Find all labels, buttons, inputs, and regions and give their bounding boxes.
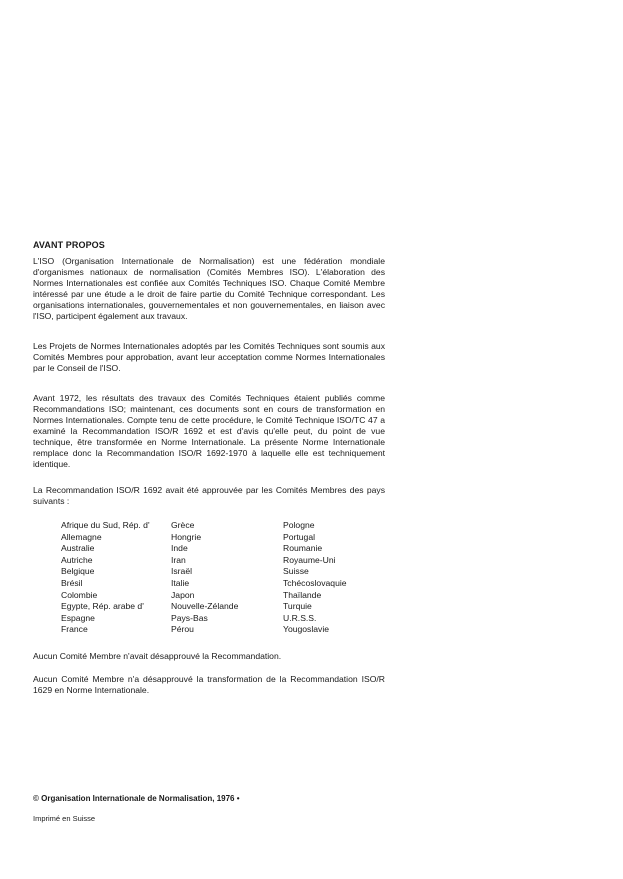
paragraph-draft-standards: Les Projets de Normes Internationales adoptés par les Comités Techniques sont soumis aux Comités Membres pour approbation, avant leur acceptation comme Normes Internationales par le Conseil de l'ISO.: [33, 341, 385, 373]
country-item: Australie: [61, 543, 95, 554]
printed-in-note: Imprimé en Suisse: [33, 814, 96, 823]
country-item: Afrique du Sud, Rép. d': [61, 520, 150, 530]
country-column-2: [171, 520, 238, 636]
country-item: Autriche: [61, 554, 93, 565]
country-item: Egypte, Rép. arabe d': [61, 601, 144, 612]
country-item: Royaume-Uni: [283, 554, 336, 565]
country-item: Pérou: [171, 624, 194, 635]
country-item: Pologne: [283, 520, 315, 530]
country-item: Inde: [171, 543, 188, 554]
paragraph-history: Avant 1972, les résultats des travaux des Comités Techniques étaient publiés comme Recommandations ISO; maintenant, ces documents sont en cours de transformation en Normes Internationales. Compte tenu de cette procédure, le Comité Technique ISO/TC 47 a examiné la Recommandation ISO/R 1692 et est d'avis qu'elle peut, du point de vue technique, être transformée en Norme Internationale. La présente Norme Internationale remplace donc la Recommandation ISO/R 1692-1970 à laquelle elle est techniquement identique.: [33, 393, 385, 469]
country-item: Brésil: [61, 577, 83, 588]
country-item: Portugal: [283, 531, 316, 542]
country-item: Israël: [171, 566, 193, 577]
country-item: Grèce: [171, 520, 195, 530]
country-item: Espagne: [61, 612, 95, 623]
country-item: Pays-Bas: [171, 612, 208, 623]
country-column-3: [283, 520, 347, 636]
country-item: Tchécoslovaquie: [283, 577, 347, 588]
country-item: Roumanie: [283, 543, 323, 554]
country-item: U.R.S.S.: [283, 612, 317, 623]
country-item: Iran: [171, 554, 186, 565]
copyright-notice: © Organisation Internationale de Normalisation, 1976 •: [33, 794, 240, 803]
country-item: Turquie: [283, 601, 312, 612]
paragraph-iso-intro: L'ISO (Organisation Internationale de Normalisation) est une fédération mondiale d'organismes nationaux de normalisation (Comités Membres ISO). L'élaboration des Normes Internationales est confiée aux Comités Techniques ISO. Chaque Comité Membre intéressé par une étude a le droit de faire partie du Comité Technique correspondant. Les organisations internationales, gouvernementales et non gouvernementales, en liaison avec l'ISO, participent également aux travaux.: [33, 256, 385, 321]
country-item: Suisse: [283, 566, 309, 577]
country-item: Hongrie: [171, 531, 202, 542]
paragraph-no-disapproval: Aucun Comité Membre n'avait désapprouvé la Recommandation.: [33, 651, 282, 661]
country-item: France: [61, 624, 88, 635]
country-item: Japon: [171, 589, 195, 600]
paragraph-approval-intro: La Recommandation ISO/R 1692 avait été approuvée par les Comités Membres des pays suivants :: [33, 485, 385, 506]
country-item: Colombie: [61, 589, 98, 600]
country-item: Thaïlande: [283, 589, 322, 600]
section-heading: AVANT PROPOS: [33, 240, 105, 250]
country-item: Italie: [171, 577, 190, 588]
country-item: Belgique: [61, 566, 95, 577]
country-item: Allemagne: [61, 531, 102, 542]
country-column-1: [61, 520, 150, 636]
country-item: Nouvelle-Zélande: [171, 601, 239, 612]
country-item: Yougoslavie: [283, 624, 330, 635]
paragraph-no-disapproval-transformation: Aucun Comité Membre n'a désapprouvé la transformation de la Recommandation ISO/R 1629 en Norme Internationale.: [33, 674, 385, 695]
